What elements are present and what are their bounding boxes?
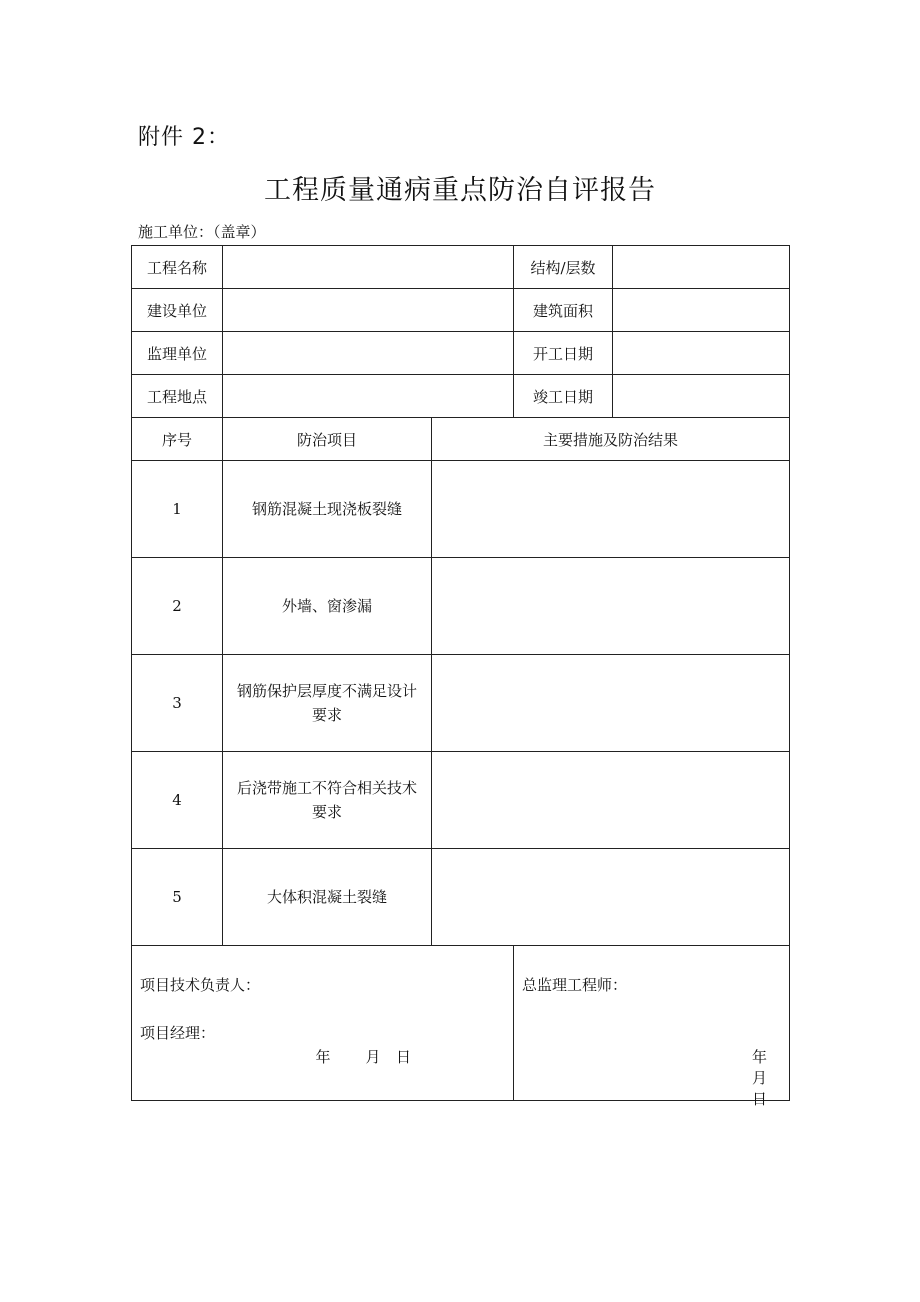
- item-name: 外墙、窗渗漏: [223, 558, 432, 655]
- self-evaluation-form: [131, 245, 790, 1108]
- page-title: 工程质量通病重点防治自评报告: [264, 175, 656, 206]
- info-row-supervisor: [132, 332, 790, 375]
- year-label: 年: [751, 1048, 767, 1066]
- item-seq: 2: [132, 558, 223, 655]
- item-name: 钢筋混凝土现浇板裂缝: [223, 461, 432, 558]
- structure-field[interactable]: [613, 246, 790, 289]
- contractor-signature-cell[interactable]: [132, 946, 514, 1101]
- item-measures-field[interactable]: [432, 461, 790, 558]
- item-seq: 3: [132, 655, 223, 752]
- info-row-builder: [132, 289, 790, 332]
- month-label: 月: [751, 1069, 767, 1087]
- table-row: [132, 461, 790, 558]
- project-name-label: 工程名称: [132, 246, 223, 289]
- project-name-field[interactable]: [223, 246, 514, 289]
- item-header: 防治项目: [223, 418, 432, 461]
- contractor-date: [296, 1046, 411, 1067]
- month-label: 月: [365, 1048, 381, 1066]
- location-label: 工程地点: [132, 375, 223, 418]
- area-field[interactable]: [613, 289, 790, 332]
- start-date-field[interactable]: [613, 332, 790, 375]
- info-row-project-name: [132, 246, 790, 289]
- supervisor-signature-cell[interactable]: [514, 946, 790, 1108]
- finish-date-field[interactable]: [613, 375, 790, 418]
- signature-row: [132, 946, 790, 1101]
- item-seq: 1: [132, 461, 223, 558]
- item-measures-field[interactable]: [432, 558, 790, 655]
- supervisor-date: [730, 1046, 789, 1109]
- items-header-row: [132, 418, 790, 461]
- item-seq: 5: [132, 849, 223, 946]
- seq-header: 序号: [132, 418, 223, 461]
- supervisor-label: 监理单位: [132, 332, 223, 375]
- item-name: 后浇带施工不符合相关技术要求: [223, 752, 432, 849]
- construction-unit-line: 施工单位：（盖章）: [138, 223, 266, 241]
- structure-label: 结构/层数: [514, 246, 613, 289]
- item-measures-field[interactable]: [432, 752, 790, 849]
- start-date-label: 开工日期: [514, 332, 613, 375]
- item-measures-field[interactable]: [432, 655, 790, 752]
- area-label: 建筑面积: [514, 289, 613, 332]
- supervisor-field[interactable]: [223, 332, 514, 375]
- tech-lead-label: 项目技术负责人：: [140, 976, 261, 994]
- table-row: [132, 655, 790, 752]
- year-label: 年: [315, 1048, 331, 1066]
- location-field[interactable]: [223, 375, 514, 418]
- attachment-label: 附件 2：: [138, 125, 230, 150]
- info-row-location: [132, 375, 790, 418]
- chief-supervisor-label: 总监理工程师：: [522, 976, 628, 994]
- table-row: [132, 849, 790, 946]
- item-name: 大体积混凝土裂缝: [223, 849, 432, 946]
- finish-date-label: 竣工日期: [514, 375, 613, 418]
- day-label: 日: [751, 1090, 767, 1108]
- item-name: 钢筋保护层厚度不满足设计要求: [223, 655, 432, 752]
- table-row: [132, 752, 790, 849]
- item-seq: 4: [132, 752, 223, 849]
- builder-label: 建设单位: [132, 289, 223, 332]
- table-row: [132, 558, 790, 655]
- builder-field[interactable]: [223, 289, 514, 332]
- measures-header: 主要措施及防治结果: [432, 418, 790, 461]
- item-measures-field[interactable]: [432, 849, 790, 946]
- day-label: 日: [396, 1048, 412, 1066]
- manager-label: 项目经理：: [140, 1024, 216, 1042]
